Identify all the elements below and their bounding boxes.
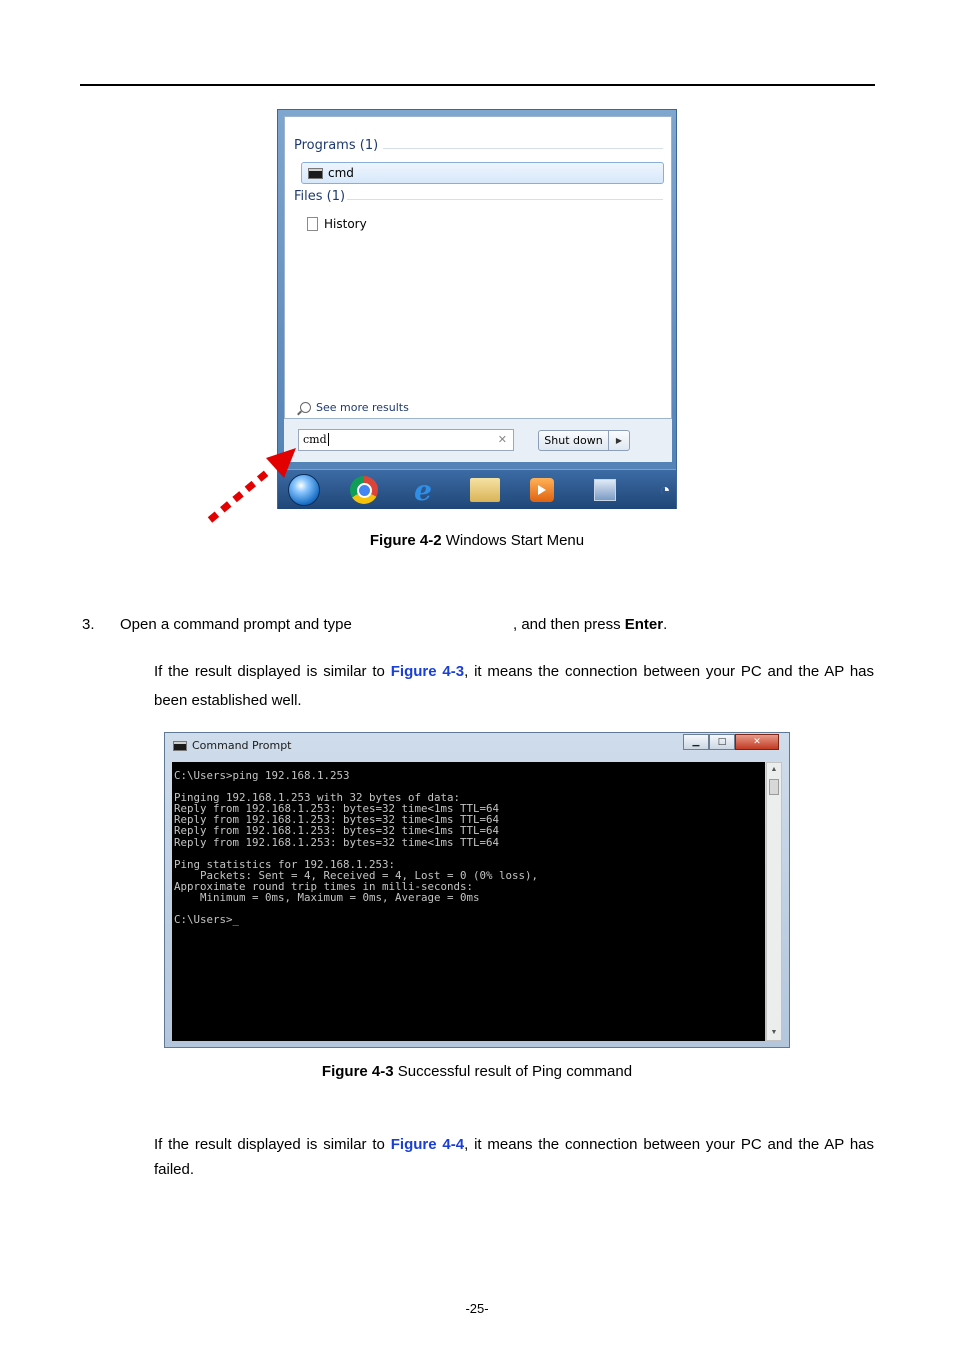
internet-explorer-icon[interactable]: e xyxy=(414,473,432,507)
chrome-icon[interactable] xyxy=(350,476,378,504)
console-line: Approximate round trip times in milli-seconds: xyxy=(174,879,474,893)
console-line: Minimum = 0ms, Maximum = 0ms, Average = 0ms xyxy=(174,891,480,905)
figure-4-3-link[interactable]: Figure 4-3 xyxy=(390,663,465,680)
shutdown-label: Shut down xyxy=(539,431,609,450)
text-cursor xyxy=(328,433,329,446)
start-menu-results-panel xyxy=(284,116,672,419)
command-prompt-window xyxy=(164,732,790,1048)
console-line: Reply from 192.168.1.253: bytes=32 time<1ms TTL=64 xyxy=(174,813,500,827)
cmd-icon xyxy=(173,741,187,751)
page-number: -25- xyxy=(465,1301,489,1316)
step-end: . xyxy=(663,616,668,633)
figure-text: Windows Start Menu xyxy=(441,532,585,549)
document-icon xyxy=(307,217,318,231)
minimize-button[interactable]: ▁ xyxy=(683,734,709,750)
console-line: Ping statistics for 192.168.1.253: xyxy=(174,857,396,871)
start-search-input[interactable] xyxy=(298,429,514,451)
fail-paragraph xyxy=(154,1132,874,1182)
figure-label: Figure 4-3 xyxy=(321,1063,394,1080)
clear-search-icon[interactable]: ✕ xyxy=(497,433,507,446)
console-line: Packets: Sent = 4, Received = 4, Lost = 0 (0% loss), xyxy=(174,868,539,882)
figure-label: Figure 4-2 xyxy=(369,532,442,549)
fail-after: , it means the connection between your PC and the AP has failed. xyxy=(154,1136,875,1178)
console-line: Reply from 192.168.1.253: bytes=32 time<1ms TTL=64 xyxy=(174,824,500,838)
scroll-up-icon[interactable]: ▲ xyxy=(770,766,778,773)
console-line: Reply from 192.168.1.253: bytes=32 time<1ms TTL=64 xyxy=(174,835,500,849)
header-rule xyxy=(80,84,875,86)
step-number: 3. xyxy=(82,616,95,633)
step-text-after xyxy=(513,615,667,635)
vertical-scrollbar[interactable] xyxy=(766,762,782,1041)
step-after-text: , and then press xyxy=(513,616,625,633)
search-value: cmd xyxy=(303,433,327,446)
figure-text: Successful result of Ping command xyxy=(393,1063,633,1080)
window-title-text: Command Prompt xyxy=(192,739,292,752)
magnifier-icon xyxy=(300,402,311,413)
file-item-history[interactable] xyxy=(301,213,664,235)
close-button[interactable]: ✕ xyxy=(735,734,779,750)
red-pointer-arrow-icon xyxy=(200,440,310,530)
files-divider xyxy=(347,199,663,200)
program-item-label: cmd xyxy=(328,166,354,180)
start-menu-screenshot xyxy=(277,109,677,509)
media-player-icon[interactable] xyxy=(530,478,554,502)
console-output xyxy=(172,762,765,1041)
console-line: Reply from 192.168.1.253: bytes=32 time<1ms TTL=64 xyxy=(174,802,500,816)
window-controls xyxy=(683,734,779,750)
figure-4-2-caption xyxy=(0,532,954,549)
program-item-cmd[interactable] xyxy=(301,162,664,184)
console-line: Pinging 192.168.1.253 with 32 bytes of data: xyxy=(174,791,461,805)
shutdown-options-arrow-icon[interactable]: ▶ xyxy=(615,436,623,445)
programs-header: Programs (1) xyxy=(294,138,379,153)
wifi-icon[interactable]: ◔ xyxy=(659,479,671,500)
files-header: Files (1) xyxy=(294,189,346,204)
success-paragraph xyxy=(154,657,874,715)
scroll-down-icon[interactable]: ▼ xyxy=(770,1029,778,1036)
file-explorer-icon[interactable] xyxy=(470,478,500,502)
console-line: C:\Users>ping 192.168.1.253 xyxy=(174,769,350,782)
see-more-results-link[interactable] xyxy=(300,401,409,414)
fail-before: If the result displayed is similar to xyxy=(154,1136,391,1153)
see-more-label: See more results xyxy=(316,401,409,414)
figure-4-3-caption xyxy=(0,1063,954,1080)
scroll-thumb[interactable] xyxy=(769,779,779,795)
success-before: If the result displayed is similar to xyxy=(154,663,391,680)
figure-4-4-link[interactable]: Figure 4-4 xyxy=(390,1136,465,1153)
window-title xyxy=(173,739,292,752)
maximize-button[interactable]: □ xyxy=(709,734,735,750)
step-text-before: Open a command prompt and type xyxy=(120,616,352,633)
programs-divider xyxy=(383,148,663,149)
cmd-icon xyxy=(308,168,323,179)
success-after: , it means the connection between your PC and the AP has been established well. xyxy=(154,663,875,709)
console-line: C:\Users>_ xyxy=(174,913,240,927)
enter-key: Enter xyxy=(624,616,664,633)
network-icon[interactable] xyxy=(594,479,616,501)
file-item-label: History xyxy=(324,217,367,231)
shutdown-button[interactable] xyxy=(538,430,630,451)
taskbar xyxy=(278,469,676,509)
